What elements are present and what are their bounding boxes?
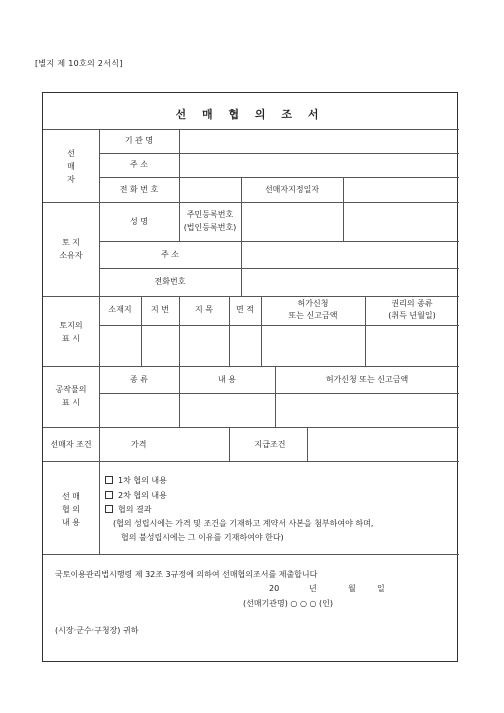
rule-owner-id-split: [343, 202, 344, 241]
rule-label-column: [99, 129, 100, 554]
buyer-agency-name-label: 기 관 명: [124, 136, 154, 145]
negotiation-note-2: 협의 불성립시에는 그 이유를 기재하여야 한다): [121, 533, 284, 542]
rule-buyer-date-split: [343, 177, 344, 202]
land-label-1: 토지의: [59, 321, 83, 330]
rule-land-col-4: [261, 296, 262, 366]
buyer-label-1: 선: [67, 149, 75, 158]
checkbox-icon[interactable]: [105, 476, 113, 484]
rule-negotiation-bottom: [43, 554, 459, 555]
rule-land-col-2: [179, 296, 180, 366]
rule-owner-1: [99, 241, 459, 242]
buyer-label-3: 자: [67, 175, 75, 184]
rule-conditions-bottom: [43, 461, 459, 462]
negotiation-item-1: [105, 475, 167, 486]
footer-date-prefix: 20: [269, 584, 280, 593]
structure-col-type: 종 류: [130, 375, 148, 384]
footer-year: 년: [309, 584, 317, 593]
footer-signer: (선매기관명) ○ ○ ○ (인): [243, 599, 333, 608]
structure-col-permit: 허가신청 또는 신고금액: [325, 375, 409, 384]
rule-land-col-3: [229, 296, 230, 366]
rule-structure-bottom: [43, 427, 459, 428]
rule-owner-field-col: [241, 202, 242, 296]
rule-land-bottom: [43, 366, 459, 367]
rule-land-col-5: [365, 296, 366, 366]
rule-conditions-col-1: [229, 427, 230, 461]
rule-buyer-2: [99, 177, 459, 178]
rule-land-1: [99, 325, 459, 326]
checkbox-icon[interactable]: [105, 505, 113, 513]
land-col-area: 면 적: [236, 305, 254, 314]
conditions-label: 선매자 조건: [50, 440, 92, 449]
footer-day: 일: [377, 584, 385, 593]
rule-buyer-1: [99, 153, 459, 154]
rule-structure-col-1: [179, 366, 180, 427]
footer-statement: 국토이용관리법시행령 제 32조 3규정에 의하여 선매협의조서를 제출합니다: [55, 570, 318, 579]
negotiation-item-1-label: 1차 협의 내용: [118, 476, 167, 485]
negotiation-item-3: [105, 504, 151, 515]
land-col-category: 지 목: [195, 305, 213, 314]
rule-conditions-col-2: [307, 427, 308, 461]
land-col-permit-2: 또는 신고금액: [288, 311, 338, 320]
negotiation-item-2-label: 2차 협의 내용: [118, 491, 167, 500]
owner-name-label: 성 명: [130, 217, 148, 226]
rule-buyer-field-col: [179, 129, 180, 202]
checkbox-icon[interactable]: [105, 491, 113, 499]
negotiation-label-1: 선 매: [62, 492, 80, 501]
land-label-2: 표 시: [62, 334, 80, 343]
buyer-phone-label: 전 화 번 호: [119, 185, 159, 194]
buyer-address-label: 주 소: [130, 160, 148, 169]
owner-corp-no-label: (법인등록번호): [183, 223, 237, 232]
negotiation-note-1: (협의 성립시에는 가격 및 조건을 기재하고 계약서 사본을 첨부하여야 하며,: [113, 519, 374, 528]
structure-label-2: 표 시: [62, 398, 80, 407]
owner-resident-no-label: 주민등록번호: [186, 210, 234, 219]
land-col-rights-1: 권리의 종류: [391, 299, 433, 308]
owner-label-2: 소유자: [59, 251, 83, 260]
rule-structure-1: [99, 393, 459, 394]
form-title: 선 매 협 의 조 서: [175, 108, 325, 121]
footer-month: 월: [348, 584, 356, 593]
rule-owner-2: [99, 268, 459, 269]
rule-land-col-1: [141, 296, 142, 366]
negotiation-label-2: 협 의: [62, 505, 80, 514]
negotiation-label-3: 내 용: [62, 518, 80, 527]
negotiation-item-2: [105, 490, 167, 501]
rule-owner-name-split: [179, 202, 180, 241]
owner-label-1: 토 지: [62, 238, 80, 247]
rule-title-bottom: [43, 129, 459, 130]
rule-structure-col-2: [275, 366, 276, 427]
rule-buyer-phone-split: [241, 177, 242, 202]
land-col-permit-1: 허가신청: [297, 299, 329, 308]
land-col-lot-no: 지 번: [151, 305, 169, 314]
structure-col-content: 내 용: [218, 375, 236, 384]
buyer-designation-date-label: 선매자지정일자: [264, 185, 320, 194]
buyer-label-2: 매: [67, 162, 75, 171]
form-caption: [별지 제 10호의 2서식]: [35, 59, 123, 68]
negotiation-item-3-label: 협의 결과: [118, 505, 152, 514]
land-col-location: 소재지: [108, 305, 132, 314]
rule-buyer-bottom: [43, 202, 459, 203]
negotiation-form: [42, 92, 458, 662]
land-col-rights-2: (취득 년월일): [388, 311, 436, 320]
footer-recipient: (시장·군수·구청장) 귀하: [55, 626, 139, 635]
owner-phone-label: 전화번호: [154, 277, 186, 286]
structure-label-1: 공작물의: [55, 385, 87, 394]
conditions-payment-label: 지급조건: [254, 440, 286, 449]
owner-address-label: 주 소: [161, 250, 179, 259]
rule-owner-bottom: [43, 296, 459, 297]
conditions-price-label: 가격: [131, 440, 147, 449]
